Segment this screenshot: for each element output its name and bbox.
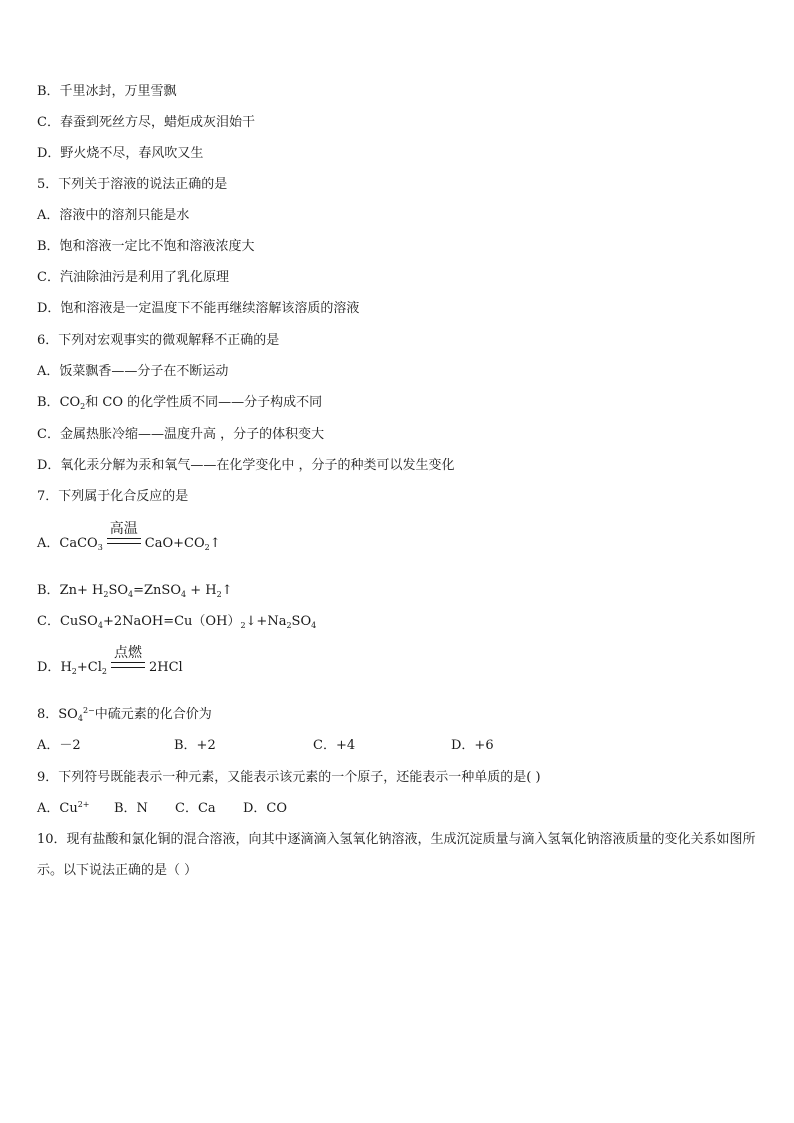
- formula-part: +Cl: [76, 660, 102, 675]
- q8-option-a: A．－2: [37, 738, 81, 753]
- reactant: CaCO: [59, 536, 98, 551]
- subscript: 2: [240, 621, 246, 630]
- option-label: C．: [37, 614, 60, 629]
- stem-text: 8．SO: [37, 707, 78, 722]
- q9-option-b: B．N: [114, 801, 148, 816]
- q7-stem: 7．下列属于化合反应的是: [37, 489, 189, 504]
- q6-option-a: A．饭菜飘香——分子在不断运动: [37, 364, 229, 379]
- formula-part: Zn+ H: [59, 583, 104, 598]
- subscript: 4: [77, 714, 83, 723]
- q9-options: [37, 801, 757, 817]
- option-text: A．Cu: [37, 801, 78, 816]
- q7-option-a: [37, 521, 221, 552]
- q7-option-b: [37, 583, 233, 599]
- q9-option-a: [37, 801, 90, 817]
- formula-part: H: [60, 660, 72, 675]
- option-label: B．: [37, 583, 60, 598]
- formula-part: + H: [186, 583, 217, 598]
- q5-option-b: B．饱和溶液一定比不饱和溶液浓度大: [37, 239, 255, 254]
- q8-option-b: B．+2: [174, 738, 216, 753]
- superscript: 2+: [77, 800, 90, 809]
- formula-co2: CO: [59, 395, 81, 410]
- q4-option-c: C．春蚕到死丝方尽，蜡炬成灰泪始干: [37, 115, 255, 130]
- gas-arrow: ↑: [209, 536, 221, 551]
- reaction-equals-sign: [105, 521, 143, 547]
- subscript: 2: [204, 543, 210, 552]
- q5-option-d: D．饱和溶液是一定温度下不能再继续溶解该溶质的溶液: [37, 301, 360, 316]
- q5-option-c: C．汽油除油污是利用了乳化原理: [37, 270, 229, 285]
- product: CaO+CO: [144, 536, 205, 551]
- q9-stem: 9．下列符号既能表示一种元素，又能表示该元素的一个原子，还能表示一种单质的是( ): [37, 770, 541, 785]
- formula-part: SO: [108, 583, 129, 598]
- subscript: 4: [97, 621, 103, 630]
- subscript: 3: [97, 543, 103, 552]
- q4-option-b: B．千里冰封，万里雪飘: [37, 84, 177, 99]
- subscript: 2: [103, 590, 109, 599]
- option-text: 和 CO 的化学性质不同——分子构成不同: [85, 395, 323, 410]
- option-label: A．: [37, 536, 60, 551]
- q9-option-c: C．Ca: [175, 801, 216, 816]
- reaction-condition: 高温: [109, 521, 138, 537]
- q8-stem: [37, 707, 212, 723]
- q9-option-d: D．CO: [243, 801, 288, 816]
- equals-bars: [107, 538, 141, 544]
- q7-option-c: [37, 614, 316, 630]
- q6-option-b: [37, 395, 322, 411]
- formula-part: ↓+Na: [245, 614, 287, 629]
- formula-part: ↑: [221, 583, 233, 598]
- subscript: 2: [71, 667, 77, 676]
- q6-stem: 6．下列对宏观事实的微观解释不正确的是: [37, 333, 280, 348]
- superscript: 2−: [82, 706, 95, 715]
- q4-option-d: D．野火烧不尽，春风吹又生: [37, 146, 204, 161]
- subscript: 2: [101, 667, 107, 676]
- reaction-condition: 点燃: [113, 645, 142, 661]
- q8-option-c: C．+4: [313, 738, 356, 753]
- q6-option-d: D．氧化汞分解为汞和氧气——在化学变化中 ，分子的种类可以发生变化: [37, 458, 455, 473]
- subscript: 4: [180, 590, 187, 599]
- equals-bars: [111, 662, 145, 668]
- stem-text: 中硫元素的化合价为: [94, 707, 212, 722]
- q6-option-c: C．金属热胀冷缩——温度升高 ，分子的体积变大: [37, 427, 325, 442]
- q5-stem: 5．下列关于溶液的说法正确的是: [37, 177, 228, 192]
- formula-part: +2NaOH=Cu（OH）: [102, 614, 241, 629]
- q8-options: [37, 738, 757, 754]
- option-label: B．: [37, 395, 60, 410]
- subscript: 4: [128, 590, 134, 599]
- q5-option-a: A．溶液中的溶剂只能是水: [37, 208, 190, 223]
- formula-part: 2HCl: [148, 660, 183, 675]
- q7-option-d: [37, 645, 183, 676]
- q10-stem: 10．现有盐酸和氯化铜的混合溶液，向其中逐滴滴入氢氧化钠溶液，生成沉淀质量与滴入氢氧化钠溶液质量的变化关系如图所示。以下说法正确的是（ ）: [37, 832, 756, 878]
- subscript: 2: [80, 402, 86, 411]
- reaction-equals-sign: [109, 645, 147, 671]
- q8-option-d: D．+6: [451, 738, 494, 753]
- subscript: 2: [286, 621, 292, 630]
- formula-part: SO: [291, 614, 312, 629]
- formula-part: =ZnSO: [133, 583, 181, 598]
- subscript: 2: [216, 590, 222, 599]
- subscript: 4: [311, 621, 317, 630]
- formula-part: CuSO: [59, 614, 98, 629]
- option-label: D．: [37, 660, 61, 675]
